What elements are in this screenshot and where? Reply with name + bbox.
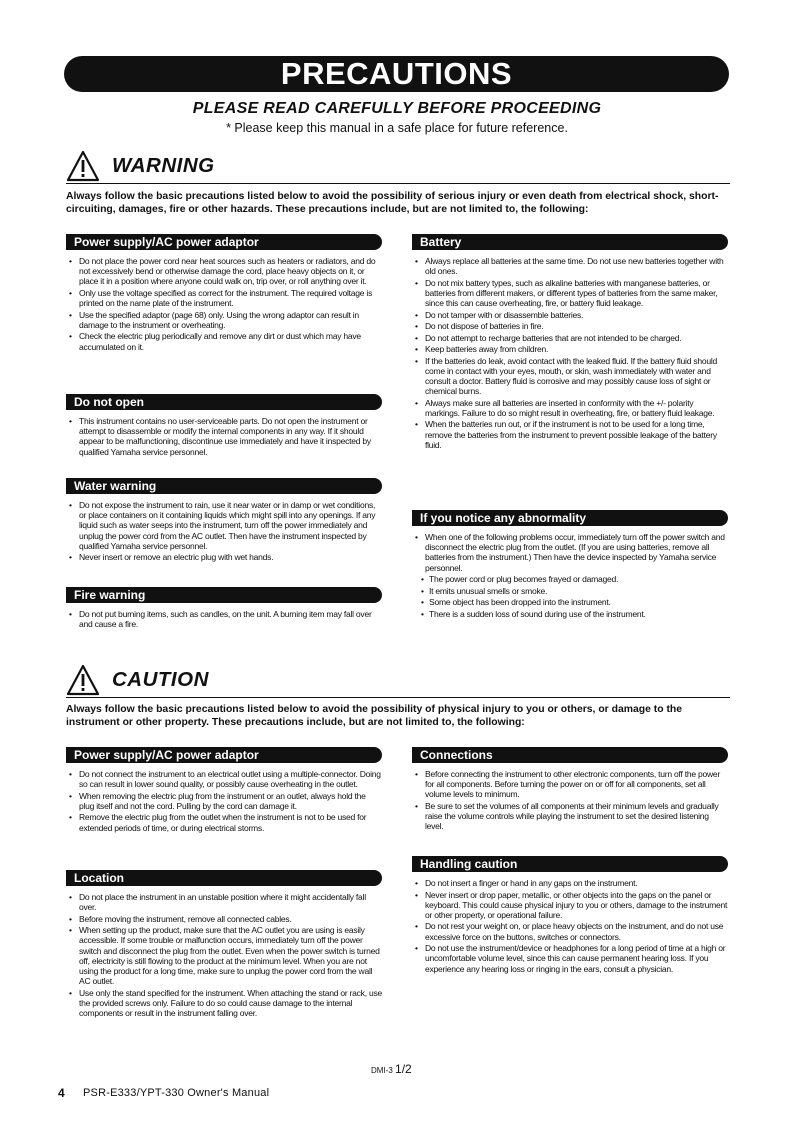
list-item: • Check the electric plug periodically and remove any dirt or dust which may have accumulated on it. [79, 331, 382, 351]
warning-section-water [66, 478, 382, 564]
list-item: • Do not dispose of batteries in fire. [425, 321, 728, 331]
list-item: • Always make sure all batteries are inserted in conformity with the +/- polarity markings. Failure to do so might result in overheating, fire, or battery fluid leakage. [425, 398, 728, 418]
warning-triangle-icon [66, 150, 100, 182]
list-item: • Use only the stand specified for the instrument. When attaching the stand or rack, use the provided screws only. Failure to do so could cause damage to the internal components or result in the instrument falling over. [79, 988, 382, 1019]
list-item: • Keep batteries away from children. [425, 344, 728, 354]
list-item: • Never insert or remove an electric plug with wet hands. [79, 552, 382, 562]
caution-section-location [66, 870, 382, 1020]
section-title: Battery [412, 234, 728, 250]
list-item: • Use the specified adaptor (page 68) only. Using the wrong adaptor can result in damage to the instrument or overheating. [79, 310, 382, 330]
list-item: • Do not connect the instrument to an electrical outlet using a multiple-connector. Doing so can result in lower sound quality, or possibly cause overheating in the outlet. [79, 769, 382, 789]
caution-section-power [66, 747, 382, 834]
warning-heading [66, 150, 730, 184]
section-title: Power supply/AC power adaptor [66, 747, 382, 763]
warning-section-fire [66, 587, 382, 631]
list-item: • Do not expose the instrument to rain, use it near water or in damp or wet conditions, or place containers on it containing liquids which might spill into any openings. If any liquid such as water seeps into the instrument, turn off the power immediately and unplug the power cord from the AC outlet. Then have the instrument inspected by qualified Yamaha service personnel. [79, 500, 382, 551]
warning-section-power [66, 234, 382, 353]
section-title: Fire warning [66, 587, 382, 603]
caution-section-handling [412, 856, 728, 975]
list-item: • Never insert or drop paper, metallic, or other objects into the gaps on the panel or keyboard. This could cause physical injury to you or others, damage to the instrument or other property, or operational failure. [425, 890, 728, 921]
list-item: • Do not place the instrument in an unstable position where it might accidentally fall over. [79, 892, 382, 912]
keep-note: * Please keep this manual in a safe place for future reference. [226, 121, 568, 135]
section-title: If you notice any abnormality [412, 510, 728, 526]
list-item: • Do not mix battery types, such as alkaline batteries with manganese batteries, or batteries from different makers, or different types of batteries from the same maker, since this can cause overheating, fire, or battery fluid leakage. [425, 278, 728, 309]
doc-code: DMI-3 [371, 1066, 393, 1075]
list-item: • If the batteries do leak, avoid contact with the leaked fluid. If the battery fluid should come in contact with your eyes, mouth, or skin, wash immediately with water and consult a doctor. Battery fluid is corrosive and may possibly cause loss of sight or chemical burns. [425, 356, 728, 397]
caution-intro: Always follow the basic precautions listed below to avoid the possibility of physical injury to you or others, or damage to the instrument or other property. These precautions include, but are not limited to, the following: [66, 704, 683, 728]
list-item: • Always replace all batteries at the same time. Do not use new batteries together with old ones. [425, 256, 728, 276]
caution-heading [66, 664, 730, 698]
list-item: • Do not tamper with or disassemble batteries. [425, 310, 728, 320]
section-title: Handling caution [412, 856, 728, 872]
section-title: Water warning [66, 478, 382, 494]
warning-section-abnormality [412, 510, 728, 620]
list-item: • When one of the following problems occur, immediately turn off the power switch and disconnect the electric plug from the outlet. (If you are using batteries, remove all batteries from the instrument.) Then have the device inspected by Yamaha service personnel. [425, 532, 728, 573]
list-item: • When removing the electric plug from the instrument or an outlet, always hold the plug itself and not the cord. Pulling by the cord can damage it. [79, 791, 382, 811]
list-item: • Do not insert a finger or hand in any gaps on the instrument. [425, 878, 728, 888]
doc-pages: 1/2 [395, 1062, 412, 1076]
list-item: • Before moving the instrument, remove all connected cables. [79, 914, 382, 924]
list-item: • There is a sudden loss of sound during use of the instrument. [425, 609, 728, 619]
caution-section-connections [412, 747, 728, 833]
list-item: • Do not rest your weight on, or place heavy objects on the instrument, and do not use excessive force on the buttons, switches or connectors. [425, 921, 728, 941]
list-item: • Do not use the instrument/device or headphones for a long period of time at a high or uncomfortable volume level, since this can cause permanent hearing loss. If you experience any hearing loss or ringing in the ears, consult a physician. [425, 943, 728, 974]
warning-label: WARNING [112, 154, 215, 177]
list-item: • Only use the voltage specified as correct for the instrument. The required voltage is printed on the name plate of the instrument. [79, 288, 382, 308]
list-item: • Before connecting the instrument to other electronic components, turn off the power for all components. Before turning the power on or off for all components, set all volume levels to minimum. [425, 769, 728, 800]
section-title: Connections [412, 747, 728, 763]
warning-rule [66, 183, 730, 184]
list-item: • Remove the electric plug from the outlet when the instrument is not to be used for extended periods of time, or during electrical storms. [79, 812, 382, 832]
warning-intro: Always follow the basic precautions listed below to avoid the possibility of serious injury or even death from electrical shock, short-circuiting, damages, fire or other hazards. These precautions include, but are not limited to, the following: [66, 191, 719, 215]
list-item: • The power cord or plug becomes frayed or damaged. [425, 574, 728, 584]
list-item: • Do not place the power cord near heat sources such as heaters or radiators, and do not excessively bend or otherwise damage the cord, place heavy objects on it, or place it in a position where anyone could walk on, trip over, or roll anything over it. [79, 256, 382, 287]
list-item: • This instrument contains no user-serviceable parts. Do not open the instrument or attempt to disassemble or modify the internal components in any way. If it should appear to be malfunctioning, discontinue use immediately and have it inspected by qualified Yamaha service personnel. [79, 416, 382, 457]
section-title: Power supply/AC power adaptor [66, 234, 382, 250]
list-item: • When the batteries run out, or if the instrument is not to be used for a long time, remove the batteries from the instrument to prevent possible leakage of the battery fluid. [425, 419, 728, 450]
list-item: • Do not attempt to recharge batteries that are not intended to be charged. [425, 333, 728, 343]
subtitle: PLEASE READ CAREFULLY BEFORE PROCEEDING [192, 100, 602, 117]
section-title: Do not open [66, 394, 382, 410]
caution-rule [66, 697, 730, 698]
warning-section-battery [412, 234, 728, 451]
list-item: • Do not put burning items, such as candles, on the unit. A burning item may fall over and cause a fire. [79, 609, 382, 629]
caution-label: CAUTION [112, 668, 209, 691]
list-item: • It emits unusual smells or smoke. [425, 586, 728, 596]
list-item: • Be sure to set the volumes of all components at their minimum levels and gradually raise the volume controls while playing the instrument to set the desired listening level. [425, 801, 728, 832]
section-title: Location [66, 870, 382, 886]
document-code [371, 1062, 412, 1076]
page-title: PRECAUTIONS [64, 56, 729, 92]
list-item: • Some object has been dropped into the instrument. [425, 597, 728, 607]
manual-title: PSR-E333/YPT-330 Owner's Manual [83, 1087, 270, 1099]
caution-triangle-icon [66, 664, 100, 696]
warning-section-do-not-open [66, 394, 382, 458]
list-item: • When setting up the product, make sure that the AC outlet you are using is easily accessible. If some trouble or malfunction occurs, immediately turn off the power switch and disconnect the plug from the outlet. Even when the power switch is turned off, electricity is still flowing to the product at the minimum level. When you are not using the product for a long time, make sure to unplug the power cord from the wall AC outlet. [79, 925, 382, 986]
page-number: 4 [58, 1086, 65, 1100]
